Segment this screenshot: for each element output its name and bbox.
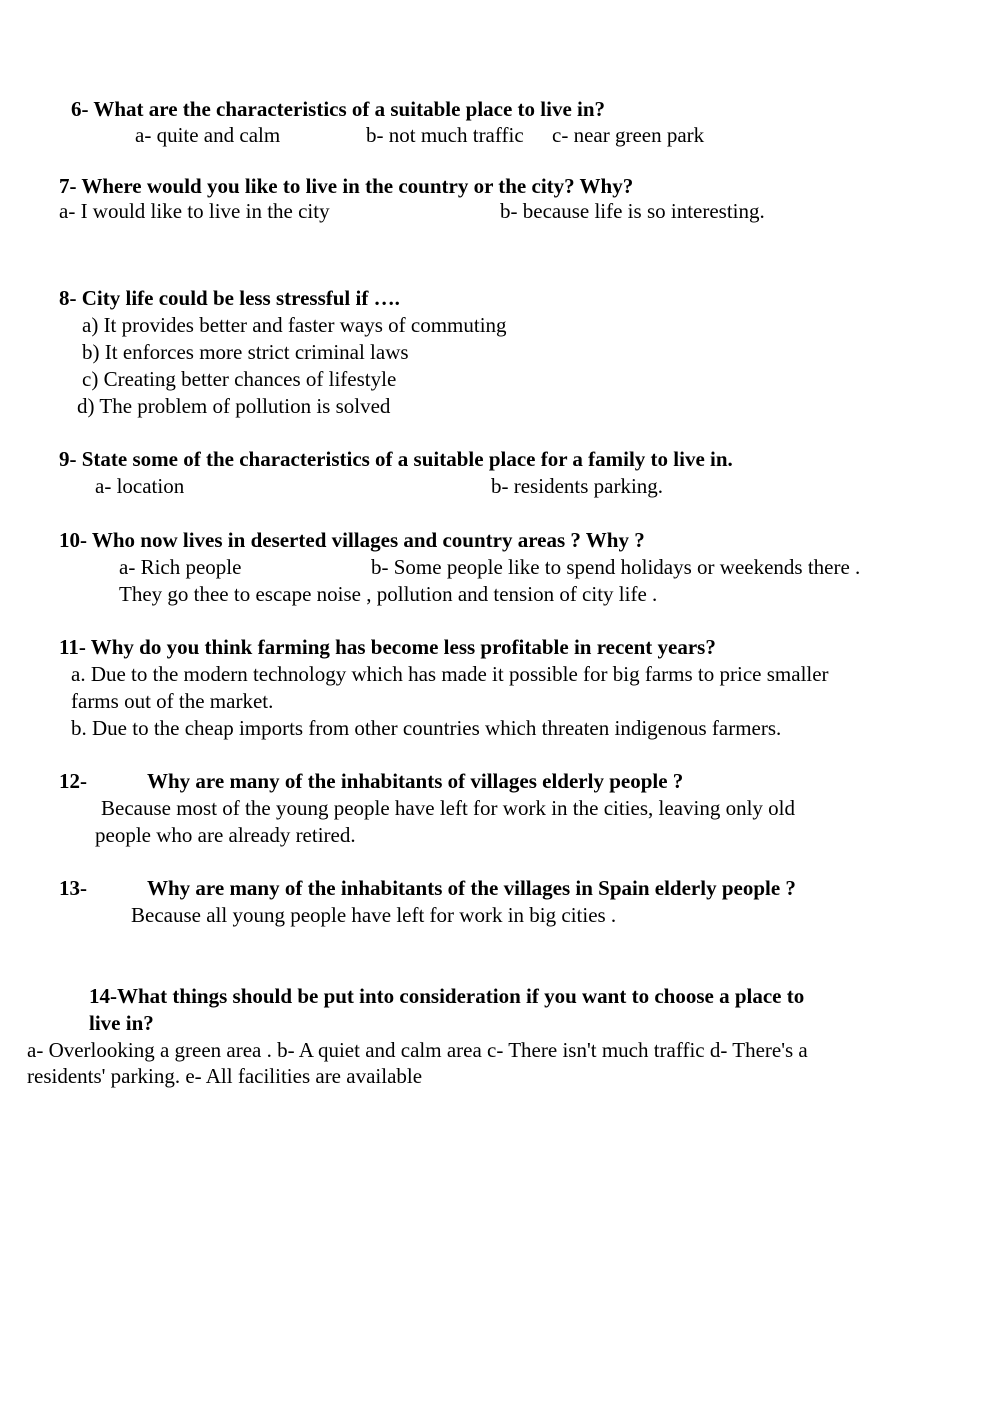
q14-question-line1: 14-What things should be put into consideration if you want to choose a place to — [89, 984, 805, 1008]
q10-answer-a: a- Rich people — [119, 555, 242, 579]
q13-answer: Because all young people have left for work in big cities . — [131, 903, 617, 927]
q7-answer-b: b- because life is so interesting. — [500, 199, 765, 223]
q14-answer-line1: a- Overlooking a green area . b- A quiet and calm area c- There isn't much traffic d- There's a — [27, 1038, 808, 1062]
q10-answer-b: b- Some people like to spend holidays or weekends there . — [371, 555, 861, 579]
q11-answer-a-line1: a. Due to the modern technology which has made it possible for big farms to price smaller — [71, 662, 829, 686]
q9-answer-a: a- location — [95, 474, 185, 498]
q8-question: 8- City life could be less stressful if …. — [59, 286, 400, 310]
q6-question: 6- What are the characteristics of a suitable place to live in? — [71, 97, 606, 121]
q13-number: 13- — [59, 876, 87, 900]
q7-question: 7- Where would you like to live in the country or the city? Why? — [59, 174, 634, 198]
q6-answer-a: a- quite and calm — [135, 123, 281, 147]
q9-question: 9- State some of the characteristics of a suitable place for a family to live in. — [59, 447, 733, 471]
q7-answer-a: a- I would like to live in the city — [59, 199, 330, 223]
q12-answer-line1: Because most of the young people have left for work in the cities, leaving only old — [101, 796, 795, 820]
q12-answer-line2: people who are already retired. — [95, 823, 356, 847]
q14-question-line2: live in? — [89, 1011, 154, 1035]
q8-option-b: b) It enforces more strict criminal laws — [82, 340, 409, 364]
q10-question: 10- Who now lives in deserted villages and country areas ? Why ? — [59, 528, 645, 552]
q9-answer-b: b- residents parking. — [491, 474, 664, 498]
q6-answer-b: b- not much traffic — [366, 123, 524, 147]
q12-question: Why are many of the inhabitants of villages elderly people ? — [147, 769, 684, 793]
q11-answer-a-line2: farms out of the market. — [71, 689, 274, 713]
q11-question: 11- Why do you think farming has become less profitable in recent years? — [59, 635, 716, 659]
q14-answer-line2: residents' parking. e- All facilities are available — [27, 1064, 423, 1088]
q11-answer-b: b. Due to the cheap imports from other countries which threaten indigenous farmers. — [71, 716, 782, 740]
q8-option-a: a) It provides better and faster ways of commuting — [82, 313, 507, 337]
q10-answer-b-cont: They go thee to escape noise , pollution and tension of city life . — [119, 582, 658, 606]
q6-answer-c: c- near green park — [552, 123, 705, 147]
q13-question: Why are many of the inhabitants of the villages in Spain elderly people ? — [147, 876, 796, 900]
q12-number: 12- — [59, 769, 87, 793]
q8-option-d: d) The problem of pollution is solved — [77, 394, 391, 418]
q8-option-c: c) Creating better chances of lifestyle — [82, 367, 397, 391]
